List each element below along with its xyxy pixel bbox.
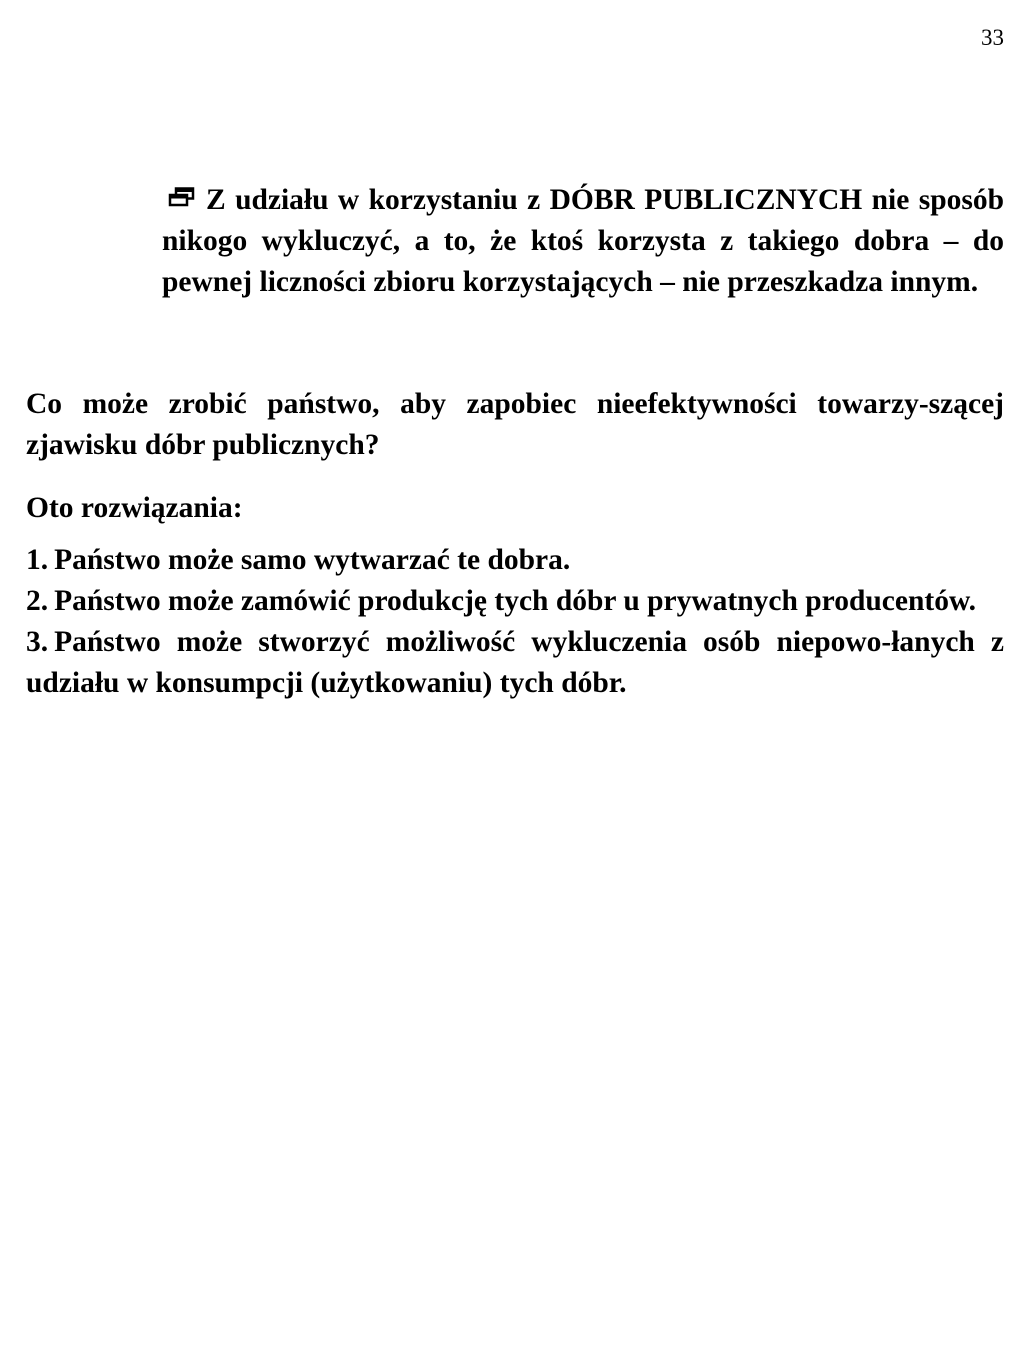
list-item <box>26 540 1004 581</box>
question-paragraph: Co może zrobić państwo, aby zapobiec nieefektywności towarzy-szącej zjawisku dóbr publicznych? <box>26 388 1004 461</box>
list-item-number: 2. <box>26 585 49 617</box>
page-number: 33 <box>981 25 1004 50</box>
definition-paragraph <box>162 180 1004 303</box>
list-item-text: Państwo może zamówić produkcję tych dóbr u prywatnych producentów. <box>54 585 977 617</box>
solutions-list <box>26 540 1004 704</box>
list-item-text: Państwo może samo wytwarzać te dobra. <box>54 544 571 576</box>
solutions-heading: Oto rozwiązania: <box>26 492 243 524</box>
list-item <box>26 622 1004 704</box>
list-item-number: 1. <box>26 544 49 576</box>
list-item <box>26 581 1004 622</box>
list-item-text: Państwo może stworzyć możliwość wykluczenia osób niepowo-łanych z udziału w konsumpcji (użytkowaniu) tych dóbr. <box>26 626 1004 699</box>
list-item-number: 3. <box>26 626 49 658</box>
window-icon <box>168 187 196 207</box>
definition-text: Z udziału w korzystaniu z DÓBR PUBLICZNYCH nie sposób nikogo wykluczyć, a to, że ktoś korzysta z takiego dobra – do pewnej liczności zbioru korzystających – nie przeszkadza innym. <box>162 184 1004 298</box>
